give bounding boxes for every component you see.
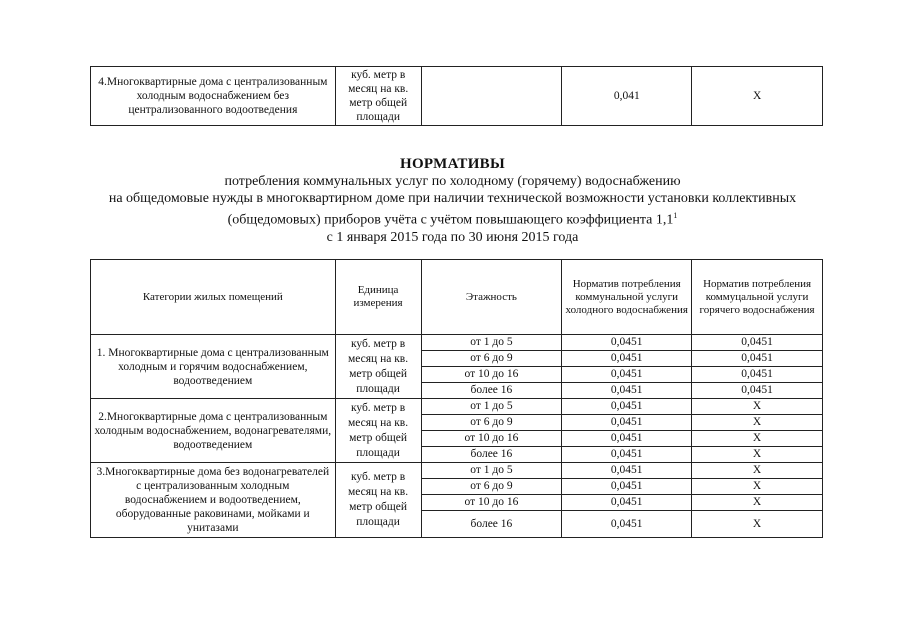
header-unit: Единица измерения: [335, 260, 421, 335]
floors-cell: от 6 до 9: [421, 351, 562, 367]
heading-line-2: на общедомовые нужды в многоквартирном доме при наличии технической возможности установки коллективных: [108, 191, 797, 206]
cold-water-norm-cell: 0,0451: [562, 415, 692, 431]
hot-water-norm-cell: Х: [692, 447, 823, 463]
floors-cell: от 1 до 5: [421, 335, 562, 351]
previous-page-table-fragment: [90, 66, 823, 126]
table-row: [91, 67, 823, 126]
floors-cell: от 10 до 16: [421, 495, 562, 511]
heading-line-1: потребления коммунальных услуг по холодному (горячему) водоснабжению: [224, 174, 681, 189]
cold-water-norm-cell: 0,0451: [562, 351, 692, 367]
category-cell: 3.Многоквартирные дома без водонагревателей с централизованным холодным водоснабжением и водоотведением, оборудованные раковинами, мойками и унитазами: [91, 463, 336, 538]
hot-water-norm-cell: 0,0451: [692, 351, 823, 367]
cold-water-norm-cell: 0,041: [562, 67, 692, 126]
heading-title: НОРМАТИВЫ: [400, 156, 505, 172]
cold-water-norm-cell: 0,0451: [562, 335, 692, 351]
floors-cell: от 10 до 16: [421, 431, 562, 447]
header-hot-water-norm: Норматив потребления коммуцальной услуги горячего водоснабжения: [692, 260, 823, 335]
hot-water-norm-cell: Х: [692, 431, 823, 447]
floors-cell: более 16: [421, 383, 562, 399]
hot-water-norm-cell: Х: [692, 415, 823, 431]
floors-cell: более 16: [421, 447, 562, 463]
unit-cell: куб. метр в месяц на кв. метр общей площади: [335, 463, 421, 538]
hot-water-norm-cell: Х: [692, 479, 823, 495]
header-category: Категории жилых помещений: [91, 260, 336, 335]
norms-table: [90, 259, 823, 538]
hot-water-norm-cell: Х: [692, 495, 823, 511]
unit-cell: куб. метр в месяц на кв. метр общей площади: [335, 399, 421, 463]
cold-water-norm-cell: 0,0451: [562, 511, 692, 538]
cold-water-norm-cell: 0,0451: [562, 495, 692, 511]
floors-cell: от 10 до 16: [421, 367, 562, 383]
hot-water-norm-cell: 0,0451: [692, 383, 823, 399]
cold-water-norm-cell: 0,0451: [562, 463, 692, 479]
floors-cell: от 1 до 5: [421, 463, 562, 479]
table-row: [91, 399, 823, 415]
unit-cell: куб. метр в месяц на кв. метр общей площади: [335, 67, 421, 126]
hot-water-norm-cell: Х: [692, 399, 823, 415]
floors-cell: более 16: [421, 511, 562, 538]
cold-water-norm-cell: 0,0451: [562, 479, 692, 495]
heading-line-3: [40, 207, 865, 229]
category-cell: 4.Многоквартирные дома с централизованным холодным водоснабжением без централизованного водоотведения: [91, 67, 336, 126]
floors-cell: от 6 до 9: [421, 479, 562, 495]
heading-line-3-text: (общедомовых) приборов учёта с учётом повышающего коэффициента 1,1: [227, 212, 674, 228]
floors-cell: [421, 67, 562, 126]
floors-cell: от 6 до 9: [421, 415, 562, 431]
floors-cell: от 1 до 5: [421, 399, 562, 415]
table-header-row: [91, 260, 823, 335]
cold-water-norm-cell: 0,0451: [562, 447, 692, 463]
cold-water-norm-cell: 0,0451: [562, 431, 692, 447]
cold-water-norm-cell: 0,0451: [562, 399, 692, 415]
header-cold-water-norm: Норматив потребления коммунальной услуги холодного водоснабжения: [562, 260, 692, 335]
hot-water-norm-cell: Х: [692, 463, 823, 479]
category-cell: 1. Многоквартирные дома с централизованным холодным и горячим водоснабжением, водоотведением: [91, 335, 336, 399]
table-row: [91, 335, 823, 351]
heading-line-4: с 1 января 2015 года по 30 июня 2015 года: [326, 229, 579, 245]
category-cell: 2.Многоквартирные дома с централизованным холодным водоснабжением, водонагревателями, водоотведением: [91, 399, 336, 463]
hot-water-norm-cell: 0,0451: [692, 335, 823, 351]
hot-water-norm-cell: Х: [692, 67, 823, 126]
header-floors: Этажность: [421, 260, 562, 335]
table-row: [91, 463, 823, 479]
footnote-marker: 1: [673, 211, 678, 220]
hot-water-norm-cell: Х: [692, 511, 823, 538]
unit-cell: куб. метр в месяц на кв. метр общей площади: [335, 335, 421, 399]
document-heading: [40, 156, 865, 246]
cold-water-norm-cell: 0,0451: [562, 383, 692, 399]
hot-water-norm-cell: 0,0451: [692, 367, 823, 383]
cold-water-norm-cell: 0,0451: [562, 367, 692, 383]
